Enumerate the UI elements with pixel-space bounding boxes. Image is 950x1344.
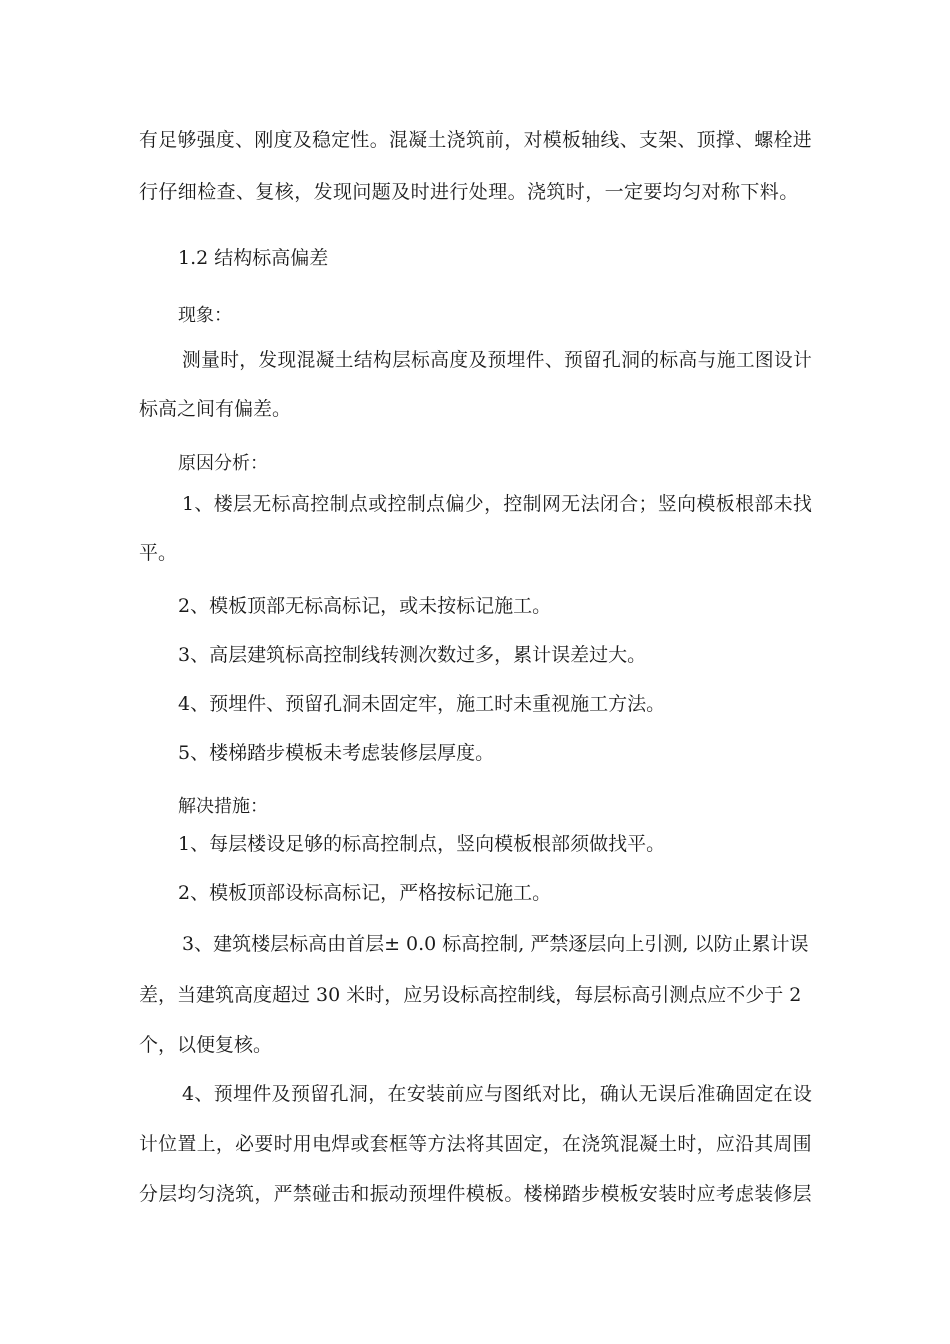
list-item-continued: 计位置上，必要时用电焊或套框等方法将其固定，在浇筑混凝土时，应沿其周围 xyxy=(139,1133,813,1155)
list-item: 4、预埋件、预留孔洞未固定牢，施工时未重视施工方法。 xyxy=(178,693,666,715)
list-item: 2、模板顶部设标高标记，严格按标记施工。 xyxy=(178,882,552,904)
paragraph-line: 标高之间有偏差。 xyxy=(139,398,292,420)
list-item: 1、每层楼设足够的标高控制点，竖向模板根部须做找平。 xyxy=(178,833,666,855)
list-item-continued: 分层均匀浇筑，严禁碰击和振动预埋件模板。楼梯踏步模板安装时应考虑装修层 xyxy=(139,1183,813,1205)
subheading-solutions: 解决措施： xyxy=(178,796,268,817)
list-item: 4、预埋件及预留孔洞，在安装前应与图纸对比，确认无误后准确固定在设 xyxy=(182,1083,813,1105)
list-item-continued: 平。 xyxy=(139,542,178,564)
subheading-cause-analysis: 原因分析： xyxy=(178,453,268,474)
list-item: 3、建筑楼层标高由首层± 0.0 标高控制, 严禁逐层向上引测, 以防止累计误 xyxy=(182,933,809,955)
subheading-phenomenon: 现象： xyxy=(178,305,232,326)
paragraph-line: 测量时，发现混凝土结构层标高度及预埋件、预留孔洞的标高与施工图设计 xyxy=(182,349,813,371)
list-item-continued: 差，当建筑高度超过 30 米时，应另设标高控制线，每层标高引测点应不少于 2 xyxy=(139,984,802,1006)
list-item-continued: 个，以便复核。 xyxy=(139,1034,273,1056)
list-item: 2、模板顶部无标高标记，或未按标记施工。 xyxy=(178,595,552,617)
list-item: 1、楼层无标高控制点或控制点偏少，控制网无法闭合；竖向模板根部未找 xyxy=(182,493,813,515)
paragraph-line: 有足够强度、刚度及稳定性。混凝土浇筑前，对模板轴线、支架、顶撑、螺栓进 xyxy=(139,129,813,151)
list-item: 3、高层建筑标高控制线转测次数过多，累计误差过大。 xyxy=(178,644,647,666)
paragraph-line: 行仔细检查、复核，发现问题及时进行处理。浇筑时，一定要均匀对称下料。 xyxy=(139,181,799,203)
section-heading: 1.2 结构标高偏差 xyxy=(178,247,329,269)
list-item: 5、楼梯踏步模板未考虑装修层厚度。 xyxy=(178,742,495,764)
